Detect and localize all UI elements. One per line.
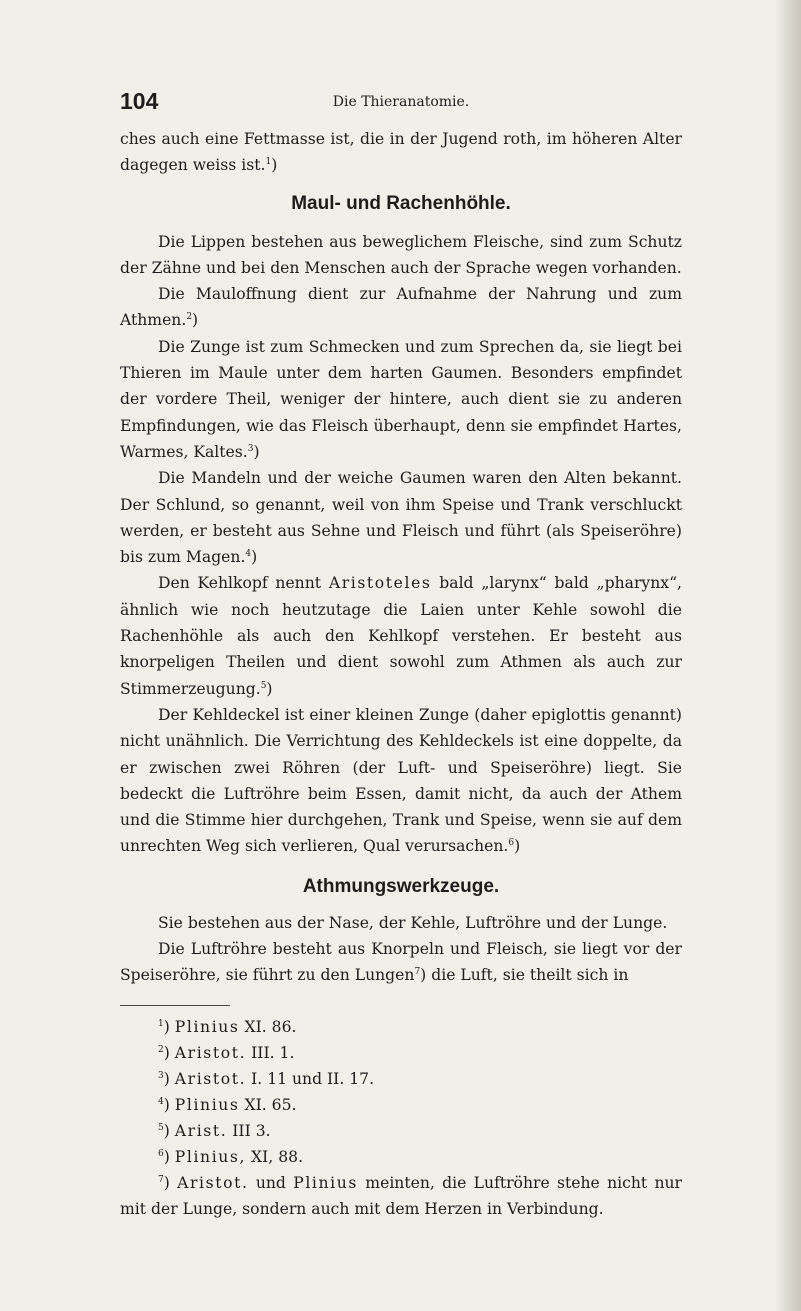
spaced-name: Plinius (293, 1173, 358, 1192)
footnote-mark: 5 (158, 1122, 164, 1133)
spaced-name: Plinius (174, 1095, 240, 1114)
text-segment: und (248, 1173, 294, 1192)
spaced-name: Aristoteles (328, 574, 432, 593)
footnote-mark: 4 (158, 1096, 164, 1107)
page-number: 104 (120, 88, 159, 114)
book-page (120, 88, 682, 1222)
text-segment: Den Kehlkopf nennt (158, 574, 329, 593)
text-segment: III 3. (227, 1121, 271, 1140)
body-paragraph: Den Kehlkopf nennt Aristoteles bald „larynx“ bald „pharynx“, ähnlich wie noch heutzutage die Laien unter Kehle sowohl die Rachenhöhle als auch den Kehlkopf verstehen. Er besteht aus knorpeligen Theilen und dient sowohl zum Athmen als auch zur Stimmerzeugung.$^5$) (120, 574, 682, 698)
body-paragraph (120, 910, 682, 936)
paragraph-text: Die Zunge ist zum Schmecken und zum Sprechen da, sie liegt bei Thieren im Maule unter dem harten Gaumen. Besonders empfindet der vordere Theil, weniger der hintere, auch dient sie zu anderen Empfindungen, wie das Fleisch überhaupt, denn sie empfindet Hartes, Warmes, Kaltes. (120, 337, 682, 461)
body-paragraph (120, 229, 682, 282)
footnote: $^7$) Aristot. und Plinius meinten, die Luftröhre stehe nicht nur mit der Lunge, sondern auch mit dem Herzen in Verbindung. (120, 1173, 682, 1218)
text-segment: I. 11 und II. 17. (246, 1069, 375, 1088)
running-head (120, 88, 682, 122)
footnote-rule (120, 1005, 230, 1006)
spaced-name: Plinius (174, 1017, 240, 1036)
footnote: $^2$) Aristot. III. 1. (158, 1043, 295, 1062)
footnote-mark: 7 (158, 1174, 164, 1185)
spaced-name: Aristot. (174, 1043, 247, 1062)
body-paragraph: Die Mandeln und der weiche Gaumen waren den Alten bekannt. Der Schlund, so genannt, weil von ihm Speise und Trank verschluckt werden, er besteht aus Sehne und Fleisch und führt (als Speiseröhre) bis zum Magen.$^4$) (120, 469, 682, 567)
text-segment: die Luft, sie theilt sich in (426, 966, 629, 985)
body-paragraph: Die Zunge ist zum Schmecken und zum Sprechen da, sie liegt bei Thieren im Maule unter dem harten Gaumen. Besonders empfindet der vordere Theil, weniger der hintere, auch dient sie zu anderen Empfindungen, wie das Fleisch überhaupt, denn sie empfindet Hartes, Warmes, Kaltes.$^3$) (120, 337, 682, 461)
footnote: $^3$) Aristot. I. 11 und II. 17. (158, 1069, 375, 1088)
body-paragraph: Die Luftröhre besteht aus Knorpeln und Fleisch, sie liegt vor der Speiseröhre, sie führt zu den Lungen$^7$) die Luft, sie theilt sich in (120, 940, 682, 985)
text-segment: meinten, die Luftröhre stehe nicht nur mit der Lunge, sondern auch mit dem Herzen in Verbindung. (120, 1173, 682, 1218)
main-text (120, 126, 682, 989)
text-segment: bald „larynx“ bald „pharynx“, ähnlich wie noch heutzutage die Laien unter Kehle sowohl die Rachenhöhle als auch den Kehlkopf verstehen. Er besteht aus knorpeligen Theilen und dient sowohl zum Athmen als auch zur Stimmerzeugung. (120, 574, 682, 698)
footnote-mark: 1 (158, 1018, 164, 1029)
text-segment: XI. 86. (239, 1017, 297, 1036)
footnote: $^6$) Plinius, XI, 88. (158, 1147, 304, 1166)
paragraph-text: Sie bestehen aus der Nase, der Kehle, Luftröhre und der Lunge. (158, 913, 668, 932)
body-paragraph: ches auch eine Fettmasse ist, die in der Jugend roth, im höheren Alter dagegen weiss ist.$^1$) (120, 130, 682, 175)
footnote-ref: 6 (508, 838, 515, 849)
body-paragraph: Der Kehldeckel ist einer kleinen Zunge (daher epiglottis genannt) nicht unähnlich. Die Verrichtung des Kehldeckels ist eine doppelte, da er zwischen zwei Röhren (der Luft- und Speiseröhre) liegt. Sie bedeckt die Luftröhre beim Essen, damit nicht, da auch der Athem und die Stimme hier durchgehen, Trank und Speise, wenn sie auf dem unrechten Weg sich verlieren, Qual verursachen.$^6$) (120, 705, 682, 856)
footnote: $^1$) Plinius XI. 86. (158, 1017, 297, 1036)
footnote-ref: 1 (265, 157, 272, 168)
footnote-mark: 6 (158, 1148, 164, 1159)
footnote: $^4$) Plinius XI. 65. (158, 1095, 297, 1114)
footnote-ref: 5 (260, 680, 267, 691)
footnotes (120, 1014, 682, 1222)
footnote-mark: 2 (158, 1044, 164, 1055)
text-segment: XI. 65. (239, 1095, 297, 1114)
section-heading: Maul- und Rachenhöhle. (291, 192, 511, 214)
page-edge-shadow (775, 0, 801, 1311)
spaced-name: Aristot. (174, 1069, 247, 1088)
footnote: $^5$) Arist. III 3. (158, 1121, 271, 1140)
text-segment: XI, 88. (246, 1147, 304, 1166)
running-title: Die Thieranatomie. (332, 94, 470, 110)
paragraph-text: Die Mandeln und der weiche Gaumen waren den Alten bekannt. Der Schlund, so genannt, weil von ihm Speise und Trank verschluckt werden, er besteht aus Sehne und Fleisch und führt (als Speiseröhre) bis zum Magen. (120, 469, 682, 567)
text-segment: Die Luftröhre besteht aus Knorpeln und Fleisch, sie liegt vor der Speiseröhre, sie führt zu den Lungen (120, 940, 682, 985)
body-paragraph: Die Mauloffnung dient zur Aufnahme der Nahrung und zum Athmen.$^2$) (120, 285, 682, 330)
footnote-ref: 7 (414, 967, 421, 978)
footnote-ref: 2 (186, 312, 193, 323)
footnote-ref: 4 (245, 549, 252, 560)
paragraph-text: Der Kehldeckel ist einer kleinen Zunge (daher epiglottis genannt) nicht unähnlich. Die Verrichtung des Kehldeckels ist eine doppelte, da er zwischen zwei Röhren (der Luft- und Speiseröhre) liegt. Sie bedeckt die Luftröhre beim Essen, damit nicht, da auch der Athem und die Stimme hier durchgehen, Trank und Speise, wenn sie auf dem unrechten Weg sich verlieren, Qual verursachen. (120, 705, 682, 856)
spaced-name: Plinius, (174, 1147, 247, 1166)
spaced-name: Aristot. (177, 1173, 249, 1192)
spaced-name: Arist. (174, 1121, 228, 1140)
paragraph-text: Die Mauloffnung dient zur Aufnahme der Nahrung und zum Athmen. (120, 285, 682, 330)
text-segment: III. 1. (246, 1043, 295, 1062)
paragraph-text: Die Lippen bestehen aus beweglichem Fleische, sind zum Schutz der Zähne und bei den Menschen auch der Sprache wegen vorhanden. (120, 232, 682, 277)
paragraph-text: ches auch eine Fettmasse ist, die in der Jugend roth, im höheren Alter dagegen weiss ist. (120, 130, 682, 175)
footnote-ref: 3 (247, 443, 254, 454)
section-heading: Athmungswerkzeuge. (302, 875, 500, 897)
footnote-mark: 3 (158, 1070, 164, 1081)
